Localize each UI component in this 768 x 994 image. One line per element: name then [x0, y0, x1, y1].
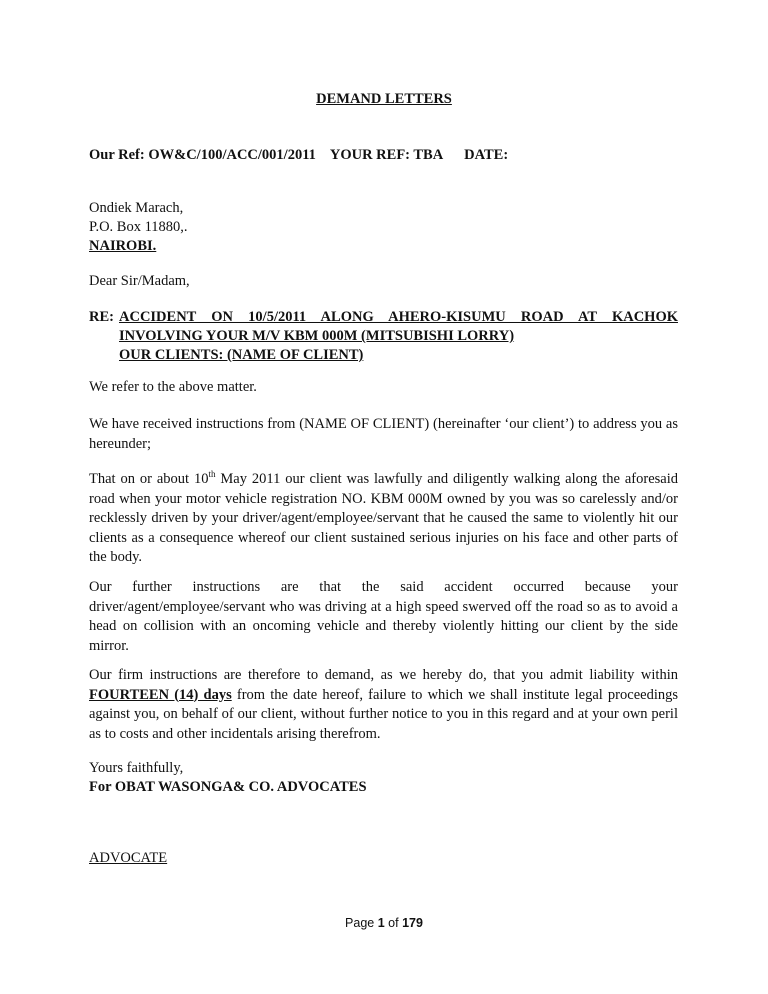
- re-line-3: OUR CLIENTS: (NAME OF CLIENT): [119, 347, 364, 363]
- recipient-city: NAIROBI.: [89, 238, 157, 254]
- deadline-emphasis: FOURTEEN (14) days: [89, 686, 232, 703]
- page-footer: Page 1 of 179: [345, 916, 423, 930]
- paragraph-refer: We refer to the above matter.: [89, 379, 257, 395]
- re-label: RE:: [89, 309, 114, 325]
- recipient-box: P.O. Box 11880,.: [89, 219, 188, 235]
- closing: Yours faithfully,: [89, 760, 184, 776]
- paragraph-incident: That on or about 10th May 2011 our client was lawfully and diligently walking along the aforesaid road when your motor vehicle registration NO. KBM 000M owned by you was so carelessly and/or recklessly driven by your driver/agent/employee/servant that he caused the same to violently hit our clients as a consequence whereof our client sustained serious injuries on his face and other parts of the body.: [89, 469, 678, 565]
- paragraph-demand: Our firm instructions are therefore to demand, as we hereby do, that you admit liability within FOURTEEN (14) days from the date hereof, failure to which we shall institute legal proceedings against you, on behalf of our client, without further notice to you in this regard and at your own peril as to costs and other incidentals arising therefrom.: [89, 667, 678, 742]
- recipient-name: Ondiek Marach,: [89, 200, 184, 216]
- our-ref: Our Ref: OW&C/100/ACC/001/2011: [89, 147, 316, 163]
- re-line-1: ACCIDENT ON 10/5/2011 ALONG AHERO-KISUMU ROAD AT KACHOK: [119, 309, 678, 325]
- re-line-2: INVOLVING YOUR M/V KBM 000M (MITSUBISHI LORRY): [119, 328, 515, 344]
- document-title: DEMAND LETTERS: [316, 91, 452, 107]
- signature-label: ADVOCATE: [89, 850, 168, 866]
- recipient-address: [89, 199, 188, 256]
- re-subject-block: [89, 308, 678, 365]
- paragraph-further-instructions: Our further instructions are that the said accident occurred because your driver/agent/employee/servant who was driving at a high speed swerved off the road so as to avoid a head on collision with an oncoming vehicle and thereby violently hitting our client by the side mirror.: [89, 579, 678, 654]
- paragraph-instructions: We have received instructions from (NAME OF CLIENT) (hereinafter ‘our client’) to address you as hereunder;: [89, 416, 678, 452]
- date-label: DATE:: [464, 147, 509, 163]
- reference-line: [89, 147, 508, 164]
- your-ref: YOUR REF: TBA: [329, 147, 443, 163]
- salutation: Dear Sir/Madam,: [89, 273, 190, 289]
- firm-name: For OBAT WASONGA& CO. ADVOCATES: [89, 779, 367, 795]
